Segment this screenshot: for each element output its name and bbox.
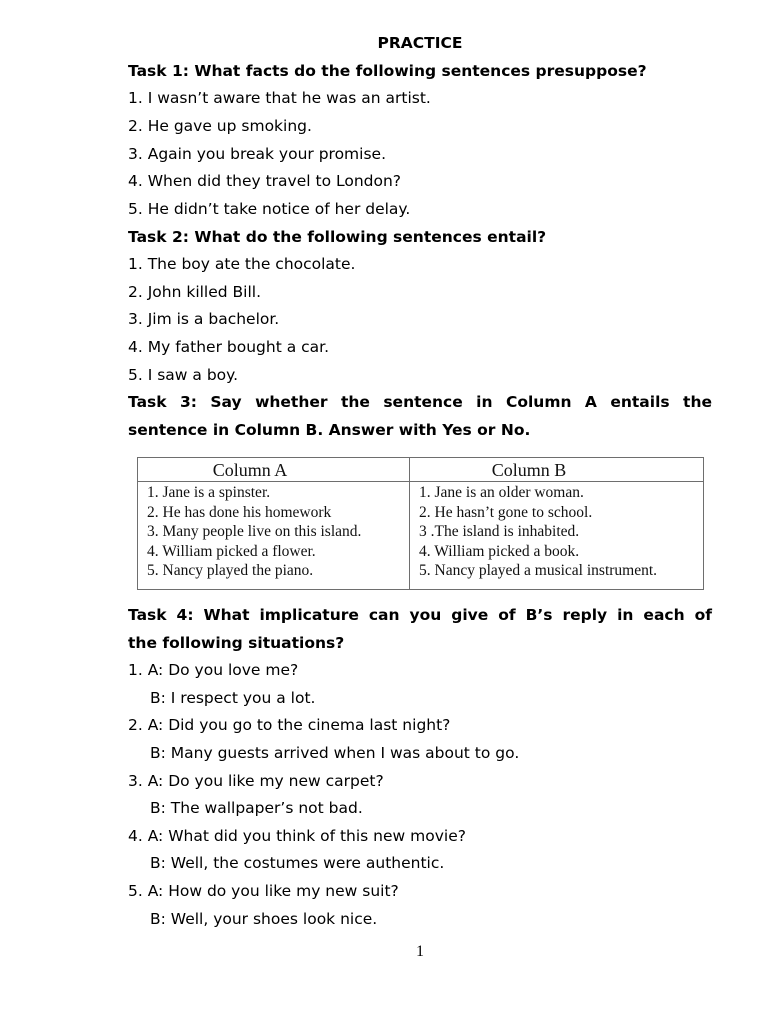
task1-item: 3. Again you break your promise.: [128, 145, 387, 163]
dialogue-reply: B: Many guests arrived when I was about to go.: [150, 744, 520, 762]
task3-heading-line2: sentence in Column B. Answer with Yes or No.: [128, 421, 531, 439]
dialogue-question: 4. A: What did you think of this new movie?: [128, 827, 466, 845]
column-b-cell: 2. He hasn’t gone to school.: [419, 503, 593, 521]
task3-heading-line1: Task 3: Say whether the sentence in Column A entails the: [128, 393, 712, 411]
dialogue-reply: B: I respect you a lot.: [150, 689, 316, 707]
task2-item: 5. I saw a boy.: [128, 366, 239, 384]
task2-item: 2. John killed Bill.: [128, 283, 262, 301]
column-a-cell: 3. Many people live on this island.: [147, 523, 362, 540]
column-b-header: Column B: [491, 460, 567, 480]
entailment-table: [137, 457, 704, 590]
task1-item: 4. When did they travel to London?: [128, 172, 402, 190]
task1-item: 1. I wasn’t aware that he was an artist.: [128, 89, 431, 107]
dialogue-question: 1. A: Do you love me?: [128, 661, 299, 679]
task2-heading: Task 2: What do the following sentences entail?: [128, 228, 547, 246]
column-a-cell: 1. Jane is a spinster.: [147, 484, 271, 501]
column-a-header: Column A: [212, 460, 288, 480]
header-divider: [138, 481, 703, 482]
task2-item: 4. My father bought a car.: [128, 338, 330, 356]
task1-item: 5. He didn’t take notice of her delay.: [128, 200, 411, 218]
column-b-cell: 3 .The island is inhabited.: [419, 523, 580, 540]
dialogue-reply: B: Well, the costumes were authentic.: [150, 854, 445, 872]
dialogue-question: 3. A: Do you like my new carpet?: [128, 772, 384, 790]
column-a-cell: 4. William picked a flower.: [147, 542, 316, 560]
column-b-cell: 5. Nancy played a musical instrument.: [419, 562, 658, 579]
column-a-cell: 2. He has done his homework: [147, 503, 332, 521]
task4-heading-line1: Task 4: What implicature can you give of B’s reply in each of: [128, 606, 712, 624]
task1-item: 2. He gave up smoking.: [128, 117, 312, 135]
dialogue-question: 2. A: Did you go to the cinema last night?: [128, 716, 451, 734]
task2-item: 3. Jim is a bachelor.: [128, 310, 280, 328]
dialogue-reply: B: Well, your shoes look nice.: [150, 910, 378, 928]
page-title: PRACTICE: [377, 34, 463, 52]
task1-heading: Task 1: What facts do the following sentences presuppose?: [128, 62, 647, 80]
column-a-cell: 5. Nancy played the piano.: [147, 562, 314, 579]
dialogue-question: 5. A: How do you like my new suit?: [128, 882, 399, 900]
column-b-cell: 1. Jane is an older woman.: [419, 484, 584, 501]
page-number: 1: [416, 943, 424, 960]
task2-item: 1. The boy ate the chocolate.: [128, 255, 356, 273]
column-b-cell: 4. William picked a book.: [419, 542, 580, 560]
task4-heading-line2: the following situations?: [128, 634, 345, 652]
dialogue-reply: B: The wallpaper’s not bad.: [150, 799, 363, 817]
